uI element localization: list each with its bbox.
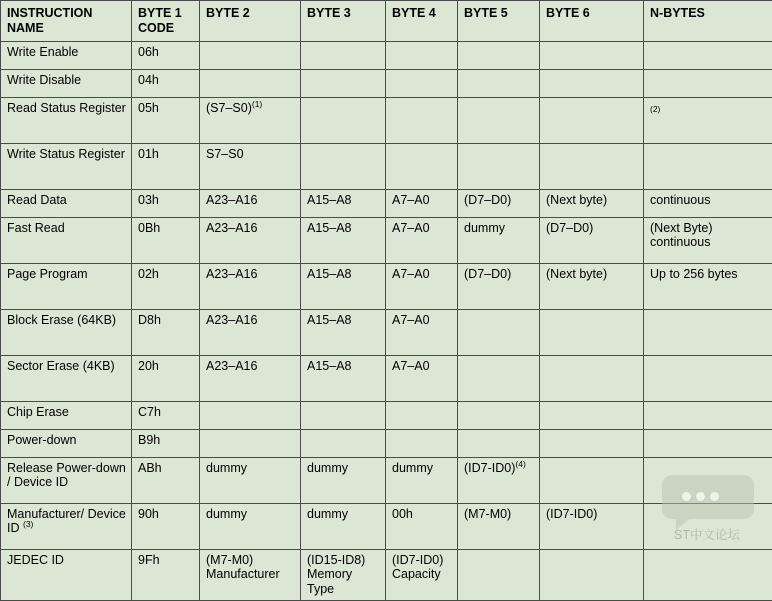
table-row [1,309,772,355]
cell-byte-2: A23–A16 [200,309,301,355]
cell-byte-1: ABh [132,457,200,503]
table-header-row [1,1,772,42]
cell-instruction-name: Read Data [1,189,132,217]
cell-byte-1: 04h [132,69,200,97]
cell-byte-3 [301,429,386,457]
cell-byte-1: 01h [132,143,200,189]
cell-byte-5-text: (ID7-ID0) [464,461,515,475]
cell-byte-4: dummy [386,457,458,503]
cell-byte-1: 20h [132,355,200,401]
table-row [1,263,772,309]
cell-byte-4 [386,97,458,143]
column-header-byte-2: BYTE 2 [200,1,301,42]
cell-byte-4: A7–A0 [386,189,458,217]
cell-byte-5 [458,143,540,189]
cell-byte-6 [540,41,644,69]
cell-byte-5 [458,97,540,143]
cell-n-bytes [644,143,772,189]
cell-n-bytes [644,457,772,503]
cell-byte-5: (M7-M0) [458,503,540,549]
cell-byte-6 [540,549,644,600]
cell-instruction-name: Chip Erase [1,401,132,429]
cell-byte-1: D8h [132,309,200,355]
table-row [1,401,772,429]
cell-n-bytes: continuous [644,189,772,217]
cell-byte-1: 03h [132,189,200,217]
cell-n-bytes [644,401,772,429]
cell-byte-5 [458,355,540,401]
cell-byte-2 [200,429,301,457]
cell-n-bytes [644,503,772,549]
cell-byte-3: A15–A8 [301,309,386,355]
cell-byte-3: A15–A8 [301,355,386,401]
cell-instruction-name: Fast Read [1,217,132,263]
cell-byte-5: (D7–D0) [458,189,540,217]
cell-byte-2: A23–A16 [200,189,301,217]
cell-instruction-name: JEDEC ID [1,549,132,600]
cell-byte-3 [301,69,386,97]
cell-byte-6 [540,355,644,401]
cell-byte-1: 05h [132,97,200,143]
cell-byte-1: 90h [132,503,200,549]
cell-byte-4: A7–A0 [386,217,458,263]
cell-byte-5 [458,401,540,429]
cell-byte-3 [301,41,386,69]
table-row [1,457,772,503]
cell-byte-2: S7–S0 [200,143,301,189]
cell-n-bytes [644,41,772,69]
cell-n-bytes [644,69,772,97]
cell-n-bytes [644,309,772,355]
cell-n-bytes [644,355,772,401]
cell-n-bytes [644,549,772,600]
cell-byte-2 [200,69,301,97]
cell-n-bytes [644,429,772,457]
cell-n-bytes: (Next Byte) continuous [644,217,772,263]
table-row [1,549,772,600]
cell-byte-2: dummy [200,457,301,503]
cell-byte-2-text: (S7–S0) [206,101,252,115]
cell-byte-3 [301,143,386,189]
table-row [1,41,772,69]
cell-instruction-name: Sector Erase (4KB) [1,355,132,401]
cell-byte-6 [540,401,644,429]
cell-instruction-name: Page Program [1,263,132,309]
cell-byte-1: 9Fh [132,549,200,600]
cell-byte-4 [386,41,458,69]
cell-byte-6 [540,69,644,97]
cell-byte-5: (D7–D0) [458,263,540,309]
footnote-marker: (3) [23,519,33,529]
cell-byte-4 [386,143,458,189]
cell-byte-3: A15–A8 [301,189,386,217]
cell-instruction-name: Read Status Register [1,97,132,143]
cell-byte-2 [200,401,301,429]
table-row [1,143,772,189]
cell-byte-6: (Next byte) [540,263,644,309]
column-header-instruction-name: INSTRUCTION NAME [1,1,132,42]
cell-byte-5 [458,549,540,600]
cell-byte-4: A7–A0 [386,355,458,401]
cell-byte-5 [458,309,540,355]
cell-byte-3: A15–A8 [301,217,386,263]
cell-byte-3: dummy [301,457,386,503]
table-row [1,429,772,457]
cell-byte-2: dummy [200,503,301,549]
column-header-byte-4: BYTE 4 [386,1,458,42]
watermark-label: ST中文论坛 [648,525,766,543]
table-row [1,217,772,263]
cell-byte-2 [200,41,301,69]
cell-byte-5: dummy [458,217,540,263]
cell-byte-6 [540,309,644,355]
cell-instruction-name: Power-down [1,429,132,457]
cell-byte-6 [540,97,644,143]
cell-instruction-name [1,503,132,549]
cell-instruction-name: Block Erase (64KB) [1,309,132,355]
column-header-byte-6: BYTE 6 [540,1,644,42]
cell-byte-2 [200,97,301,143]
cell-byte-1: B9h [132,429,200,457]
footnote-marker: (2) [650,104,660,114]
cell-byte-1: C7h [132,401,200,429]
table-row [1,503,772,549]
cell-byte-4: A7–A0 [386,309,458,355]
cell-byte-4 [386,401,458,429]
cell-n-bytes: Up to 256 bytes [644,263,772,309]
cell-byte-4: A7–A0 [386,263,458,309]
cell-byte-6 [540,457,644,503]
cell-byte-6 [540,429,644,457]
cell-instruction-name-text: Manufacturer/ Device ID [7,507,126,536]
table-row [1,355,772,401]
cell-byte-5 [458,457,540,503]
footnote-marker: (4) [515,458,525,468]
column-header-n-bytes: N-BYTES [644,1,772,42]
cell-byte-6: (Next byte) [540,189,644,217]
cell-byte-2: A23–A16 [200,217,301,263]
cell-byte-6 [540,143,644,189]
cell-byte-5 [458,41,540,69]
cell-byte-6: (D7–D0) [540,217,644,263]
cell-byte-3: dummy [301,503,386,549]
table-row [1,189,772,217]
cell-byte-3 [301,401,386,429]
cell-byte-3: (ID15-ID8) Memory Type [301,549,386,600]
column-header-byte-3: BYTE 3 [301,1,386,42]
cell-byte-3 [301,97,386,143]
cell-byte-2: A23–A16 [200,263,301,309]
cell-instruction-name: Write Disable [1,69,132,97]
cell-byte-4: 00h [386,503,458,549]
cell-byte-1: 02h [132,263,200,309]
column-header-byte-1-code: BYTE 1 CODE [132,1,200,42]
cell-n-bytes [644,97,772,143]
cell-byte-2: A23–A16 [200,355,301,401]
cell-byte-1: 06h [132,41,200,69]
cell-byte-5 [458,69,540,97]
cell-byte-4 [386,69,458,97]
cell-instruction-name: Release Power-down / Device ID [1,457,132,503]
table-row [1,69,772,97]
table-row [1,97,772,143]
cell-byte-1: 0Bh [132,217,200,263]
cell-byte-2: (M7-M0) Manufacturer [200,549,301,600]
cell-byte-4: (ID7-ID0) Capacity [386,549,458,600]
cell-byte-5 [458,429,540,457]
cell-instruction-name: Write Enable [1,41,132,69]
cell-byte-6: (ID7-ID0) [540,503,644,549]
cell-byte-4 [386,429,458,457]
cell-instruction-name: Write Status Register [1,143,132,189]
column-header-byte-5: BYTE 5 [458,1,540,42]
footnote-marker: (1) [252,98,262,108]
cell-byte-3: A15–A8 [301,263,386,309]
